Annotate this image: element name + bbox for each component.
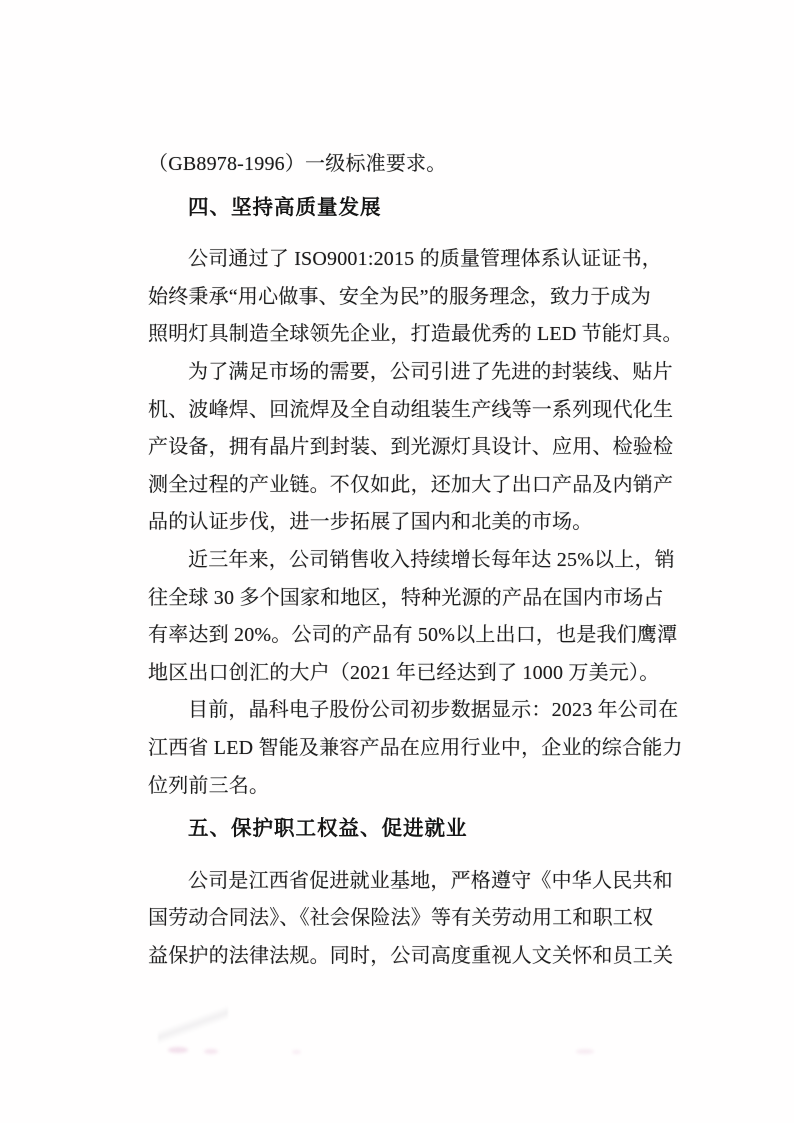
body-line: 目前，晶科电子股份公司初步数据显示：2023 年公司在 xyxy=(188,699,679,722)
body-line: 始终秉承“用心做事、安全为民”的服务理念，致力于成为 xyxy=(148,285,651,308)
body-line: 益保护的法律法规。同时，公司高度重视人文关怀和员工关 xyxy=(148,944,674,967)
scan-smudge-artifact xyxy=(292,1050,301,1054)
body-line: 产设备，拥有晶片到封装、到光源灯具设计、应用、检验检 xyxy=(148,436,674,459)
body-line: 地区出口创汇的大户（2021 年已经达到了 1000 万美元）。 xyxy=(148,661,660,684)
body-line: （GB8978-1996）一级标准要求。 xyxy=(148,153,447,175)
body-line: 品的认证步伐，进一步拓展了国内和北美的市场。 xyxy=(148,511,593,534)
body-line: 机、波峰焊、回流焊及全自动组装生产线等一系列现代化生 xyxy=(148,398,674,421)
body-line: 近三年来，公司销售收入持续增长每年达 25%以上，销 xyxy=(188,548,675,571)
body-line: 公司是江西省促进就业基地，严格遵守《中华人民共和 xyxy=(188,869,673,892)
body-line: 为了满足市场的需要，公司引进了先进的封装线、贴片 xyxy=(188,360,673,383)
scan-smudge-artifact xyxy=(204,1049,218,1054)
body-line: 测全过程的产业链。不仅如此，还加大了出口产品及内销产 xyxy=(148,473,674,496)
scan-smudge-artifact xyxy=(168,1047,188,1053)
body-line: 江西省 LED 智能及兼容产品在应用行业中，企业的综合能力 xyxy=(148,736,683,759)
scan-smudge-artifact xyxy=(576,1049,594,1054)
section-heading-4: 四、坚持高质量发展 xyxy=(188,195,382,219)
body-line: 有率达到 20%。公司的产品有 50%以上出口，也是我们鹰潭 xyxy=(148,624,678,647)
scan-streak-artifact xyxy=(158,1002,228,1048)
document-text-block xyxy=(148,146,683,975)
body-line: 照明灯具制造全球领先企业，打造最优秀的 LED 节能灯具。 xyxy=(148,323,683,346)
body-line: 位列前三名。 xyxy=(148,774,270,797)
body-line: 往全球 30 多个国家和地区，特种光源的产品在国内市场占 xyxy=(148,586,664,609)
section-heading-5: 五、保护职工权益、促进就业 xyxy=(188,817,468,841)
body-line: 国劳动合同法》、《社会保险法》等有关劳动用工和职工权 xyxy=(148,907,654,930)
body-line: 公司通过了 ISO9001:2015 的质量管理体系认证证书， xyxy=(188,248,662,271)
